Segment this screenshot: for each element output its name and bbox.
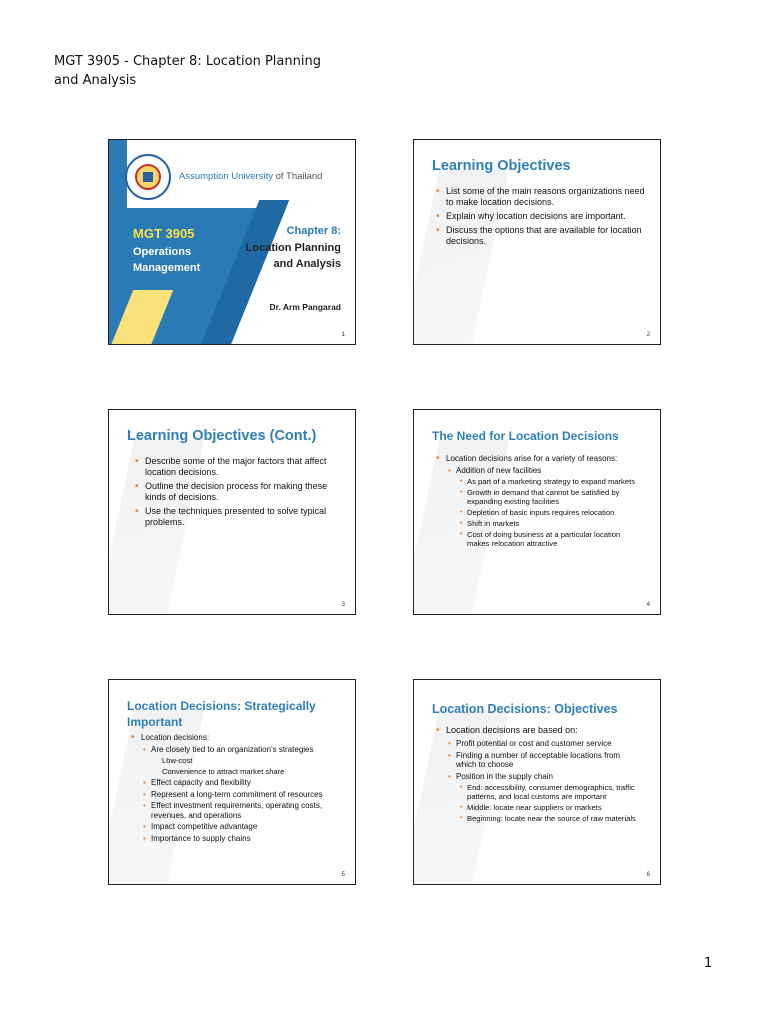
slide-heading: Learning Objectives bbox=[432, 158, 571, 174]
slide-1 bbox=[108, 139, 356, 345]
list-item: • Location decisions arise for a variety of reasons: bbox=[436, 454, 642, 464]
list-item: • Effect capacity and flexibility bbox=[131, 778, 339, 788]
list-item: • Convenience to attract market share bbox=[131, 767, 339, 776]
bullet-list bbox=[436, 186, 646, 250]
list-item: • Outline the decision process for making these kinds of decisions. bbox=[135, 481, 331, 503]
list-item: • Finding a number of acceptable locations from which to choose bbox=[436, 751, 642, 770]
course-name: Operations Management bbox=[133, 246, 201, 274]
slide-number: 2 bbox=[646, 332, 650, 338]
university-suffix: of Thailand bbox=[275, 171, 323, 182]
slide-number: 6 bbox=[646, 872, 650, 878]
slide-2 bbox=[413, 139, 661, 345]
bullet-list bbox=[131, 733, 339, 845]
slide-4 bbox=[413, 409, 661, 615]
list-item: • Shift in markets bbox=[436, 519, 642, 528]
list-item: • Middle: locate near suppliers or markets bbox=[436, 803, 642, 812]
list-item: • Position in the supply chain bbox=[436, 772, 642, 782]
slide-number: 4 bbox=[646, 602, 650, 608]
slide-number: 3 bbox=[341, 602, 345, 608]
slide-heading: Learning Objectives (Cont.) bbox=[127, 428, 317, 444]
list-item: • Growth in demand that cannot be satisfied by expanding existing facilities bbox=[436, 488, 642, 506]
list-item: • Addition of new facilities bbox=[436, 466, 642, 476]
university-seal-icon bbox=[125, 154, 171, 200]
list-item: • Effect investment requirements, operating costs, revenues, and operations bbox=[131, 801, 339, 820]
list-item: • Profit potential or cost and customer service bbox=[436, 739, 642, 749]
university-name: Assumption University bbox=[179, 171, 273, 182]
list-item: • End: accessibility, consumer demographics, traffic patterns, and local customs are important bbox=[436, 783, 642, 801]
list-item: • List some of the main reasons organizations need to make location decisions. bbox=[436, 186, 646, 208]
list-item: • Represent a long-term commitment of resources bbox=[131, 790, 339, 800]
bullet-list bbox=[436, 725, 642, 825]
list-item: • Use the techniques presented to solve typical problems. bbox=[135, 506, 331, 528]
list-item: • Depletion of basic inputs requires relocation bbox=[436, 508, 642, 517]
list-item: • Beginning: locate near the source of raw materials bbox=[436, 814, 642, 823]
slide-heading: The Need for Location Decisions bbox=[432, 429, 619, 443]
list-item: • Are closely tied to an organization's strategies bbox=[131, 745, 339, 755]
list-item: • As part of a marketing strategy to expand markets bbox=[436, 477, 642, 486]
page-number: 1 bbox=[704, 956, 713, 971]
list-item: • Importance to supply chains bbox=[131, 834, 339, 844]
course-code: MGT 3905 bbox=[133, 226, 195, 241]
list-item: • Impact competitive advantage bbox=[131, 822, 339, 832]
list-item: • Discuss the options that are available for location decisions. bbox=[436, 225, 646, 247]
chapter-title: Location Planning and Analysis bbox=[245, 242, 341, 270]
bullet-list bbox=[135, 456, 331, 531]
list-item: • Low-cost bbox=[131, 756, 339, 765]
bullet-list bbox=[436, 454, 642, 550]
slide-number: 1 bbox=[341, 332, 345, 338]
list-item: • Describe some of the major factors that affect location decisions. bbox=[135, 456, 331, 478]
author-name: Dr. Arm Pangarad bbox=[269, 302, 341, 312]
slide-3 bbox=[108, 409, 356, 615]
document-title: MGT 3905 - Chapter 8: Location Planning and Analysis bbox=[54, 54, 321, 88]
list-item: • Cost of doing business at a particular location makes relocation attractive bbox=[436, 530, 642, 548]
university-label bbox=[179, 171, 322, 182]
list-item: • Location decisions: bbox=[131, 733, 339, 743]
slide-heading: Location Decisions: Strategically Important bbox=[127, 699, 316, 729]
slide-number: 5 bbox=[341, 872, 345, 878]
slide-heading: Location Decisions: Objectives bbox=[432, 702, 618, 716]
list-item: • Explain why location decisions are important. bbox=[436, 211, 646, 222]
chapter-label: Chapter 8: bbox=[286, 225, 341, 237]
slide-5 bbox=[108, 679, 356, 885]
list-item: • Location decisions are based on: bbox=[436, 725, 642, 736]
slide-6 bbox=[413, 679, 661, 885]
